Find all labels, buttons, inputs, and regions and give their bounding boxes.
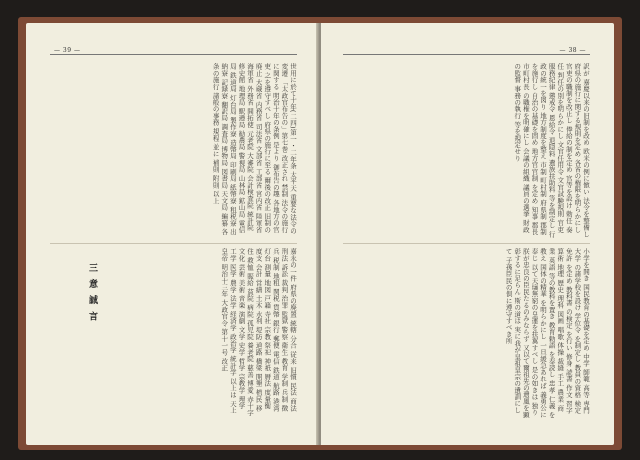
left-upper-text: 世用に於て十年(二四)第一・二年条 太平天 重要な法令の変遷 「太政官布告の」第七巻 改正され 禁制 法令の施行に関する 明治十年の条例 是より 御布告の趣 各地方の官吏 之を遵守すべし 府県の施行に至る 爾後の改正 旧制の廃止 大蔵省 内務省 司法省 文部省 工部省 宮内省 陸軍省 海軍省 外務省 開拓使 元老院 大審院 会計検査院 統計院 修史館 地理局 駅逓局 勧農局 警視局 山林局 鉱山局 電信局 鉄道局 灯台局 製作寮 造幣局 印刷局 紙幣寮 租税寮 出納寮 記録寮 翻訳局 調査局 博物局 図書局 天文局 編纂 各条の施行 諸般の事務 規程 並に 補則 附則 以上 — [211, 63, 297, 236]
right-lower-text: 小学を開き 国民教育の基礎を定め 中学 師範 高等 専門 大学 の諸学校を設け 学位令 を制定し 教員の資格 検定 免許 を定め 教科書 の検定 を行い 修身 読書 作文 習字 算術 地理 歴史 理科 図画 唱歌 体操 裁縫 手工 農業 商業 英語 等の教科を置き 教育勅語 を奉読し 忠孝 仁義 を教え 国体の精華 を明らかにし 一旦緩急あれば 義勇公に奉じ 以て天壌無窮の皇運を扶翼すべし 是の如きは 独り朕が忠良の臣民たるのみならず 又以て爾祖先の遺風を顕彰するに足らん 斯の道は 実に我が皇祖皇宗の遺訓にして 子孫臣民の倶に遵守すべき所 — [504, 248, 590, 418]
right-section-divider — [343, 243, 590, 244]
open-book — [18, 17, 622, 450]
left-lower-text: 嘉永の一件 府県の廃置 統轄 分合 従来 旧慣 民法 商法 刑法 訴訟 裁判 治罪 監獄 警察 衛生 教育 学制 兵制 徴兵 税制 地租 関税 貨幣 銀行 郵便 電信 鉄道 航路 港湾 灯台 測量 地図 戸籍 寺社 宗教 祭祀 神祇 暦法 度量衡 度支 会計 営繕 土木 水利 堤防 道路 橋梁 開墾 植民 移住 救恤 賑給 貧院 病院 孤児院 養老院 慈善 博愛 赤十字 文化 芸術 美術 音楽 演劇 文学 史学 哲学 宗教学 理学 工学 医学 農学 法学 経済学 政治学 統計学 以上は 天上皇帝 明治十三年 大政官令 第十一号 改正 — [220, 248, 297, 416]
right-upper-text: 訳が 嘉慶以来の旧制を改め 欧米の例に倣い 法令を整備し 府県の施行に関する規則を定め 各省の権限を明らかにし 官吏の職制を改正し 俸給の制を定め 官等を設け 勅任 奏任 判任の別を明らかにし 文官任用令 文官試験規則 官吏服務紀律 懲戒令 恩給令 退隠料 遺族扶助料 等を制定し 行政の統一を図り 地方制度を整え 市制 町村制 府県制 郡制 を施行し 自治の基礎を固め 地方官官制 を定め 知事 郡長 市町村長 の職権を明確にし 会議の組織 議員の選挙 財政の監督 事務の執行 等を規定せり — [513, 63, 590, 238]
left-page — [26, 23, 319, 445]
right-page — [321, 23, 614, 445]
left-header-rule — [50, 54, 297, 55]
left-section-heading: 三 意 誠 言 — [87, 263, 97, 323]
left-page-number: — 39 — — [54, 47, 81, 54]
left-section-divider — [50, 243, 297, 244]
right-header-rule — [343, 54, 590, 55]
right-page-number: — 38 — — [559, 47, 586, 54]
